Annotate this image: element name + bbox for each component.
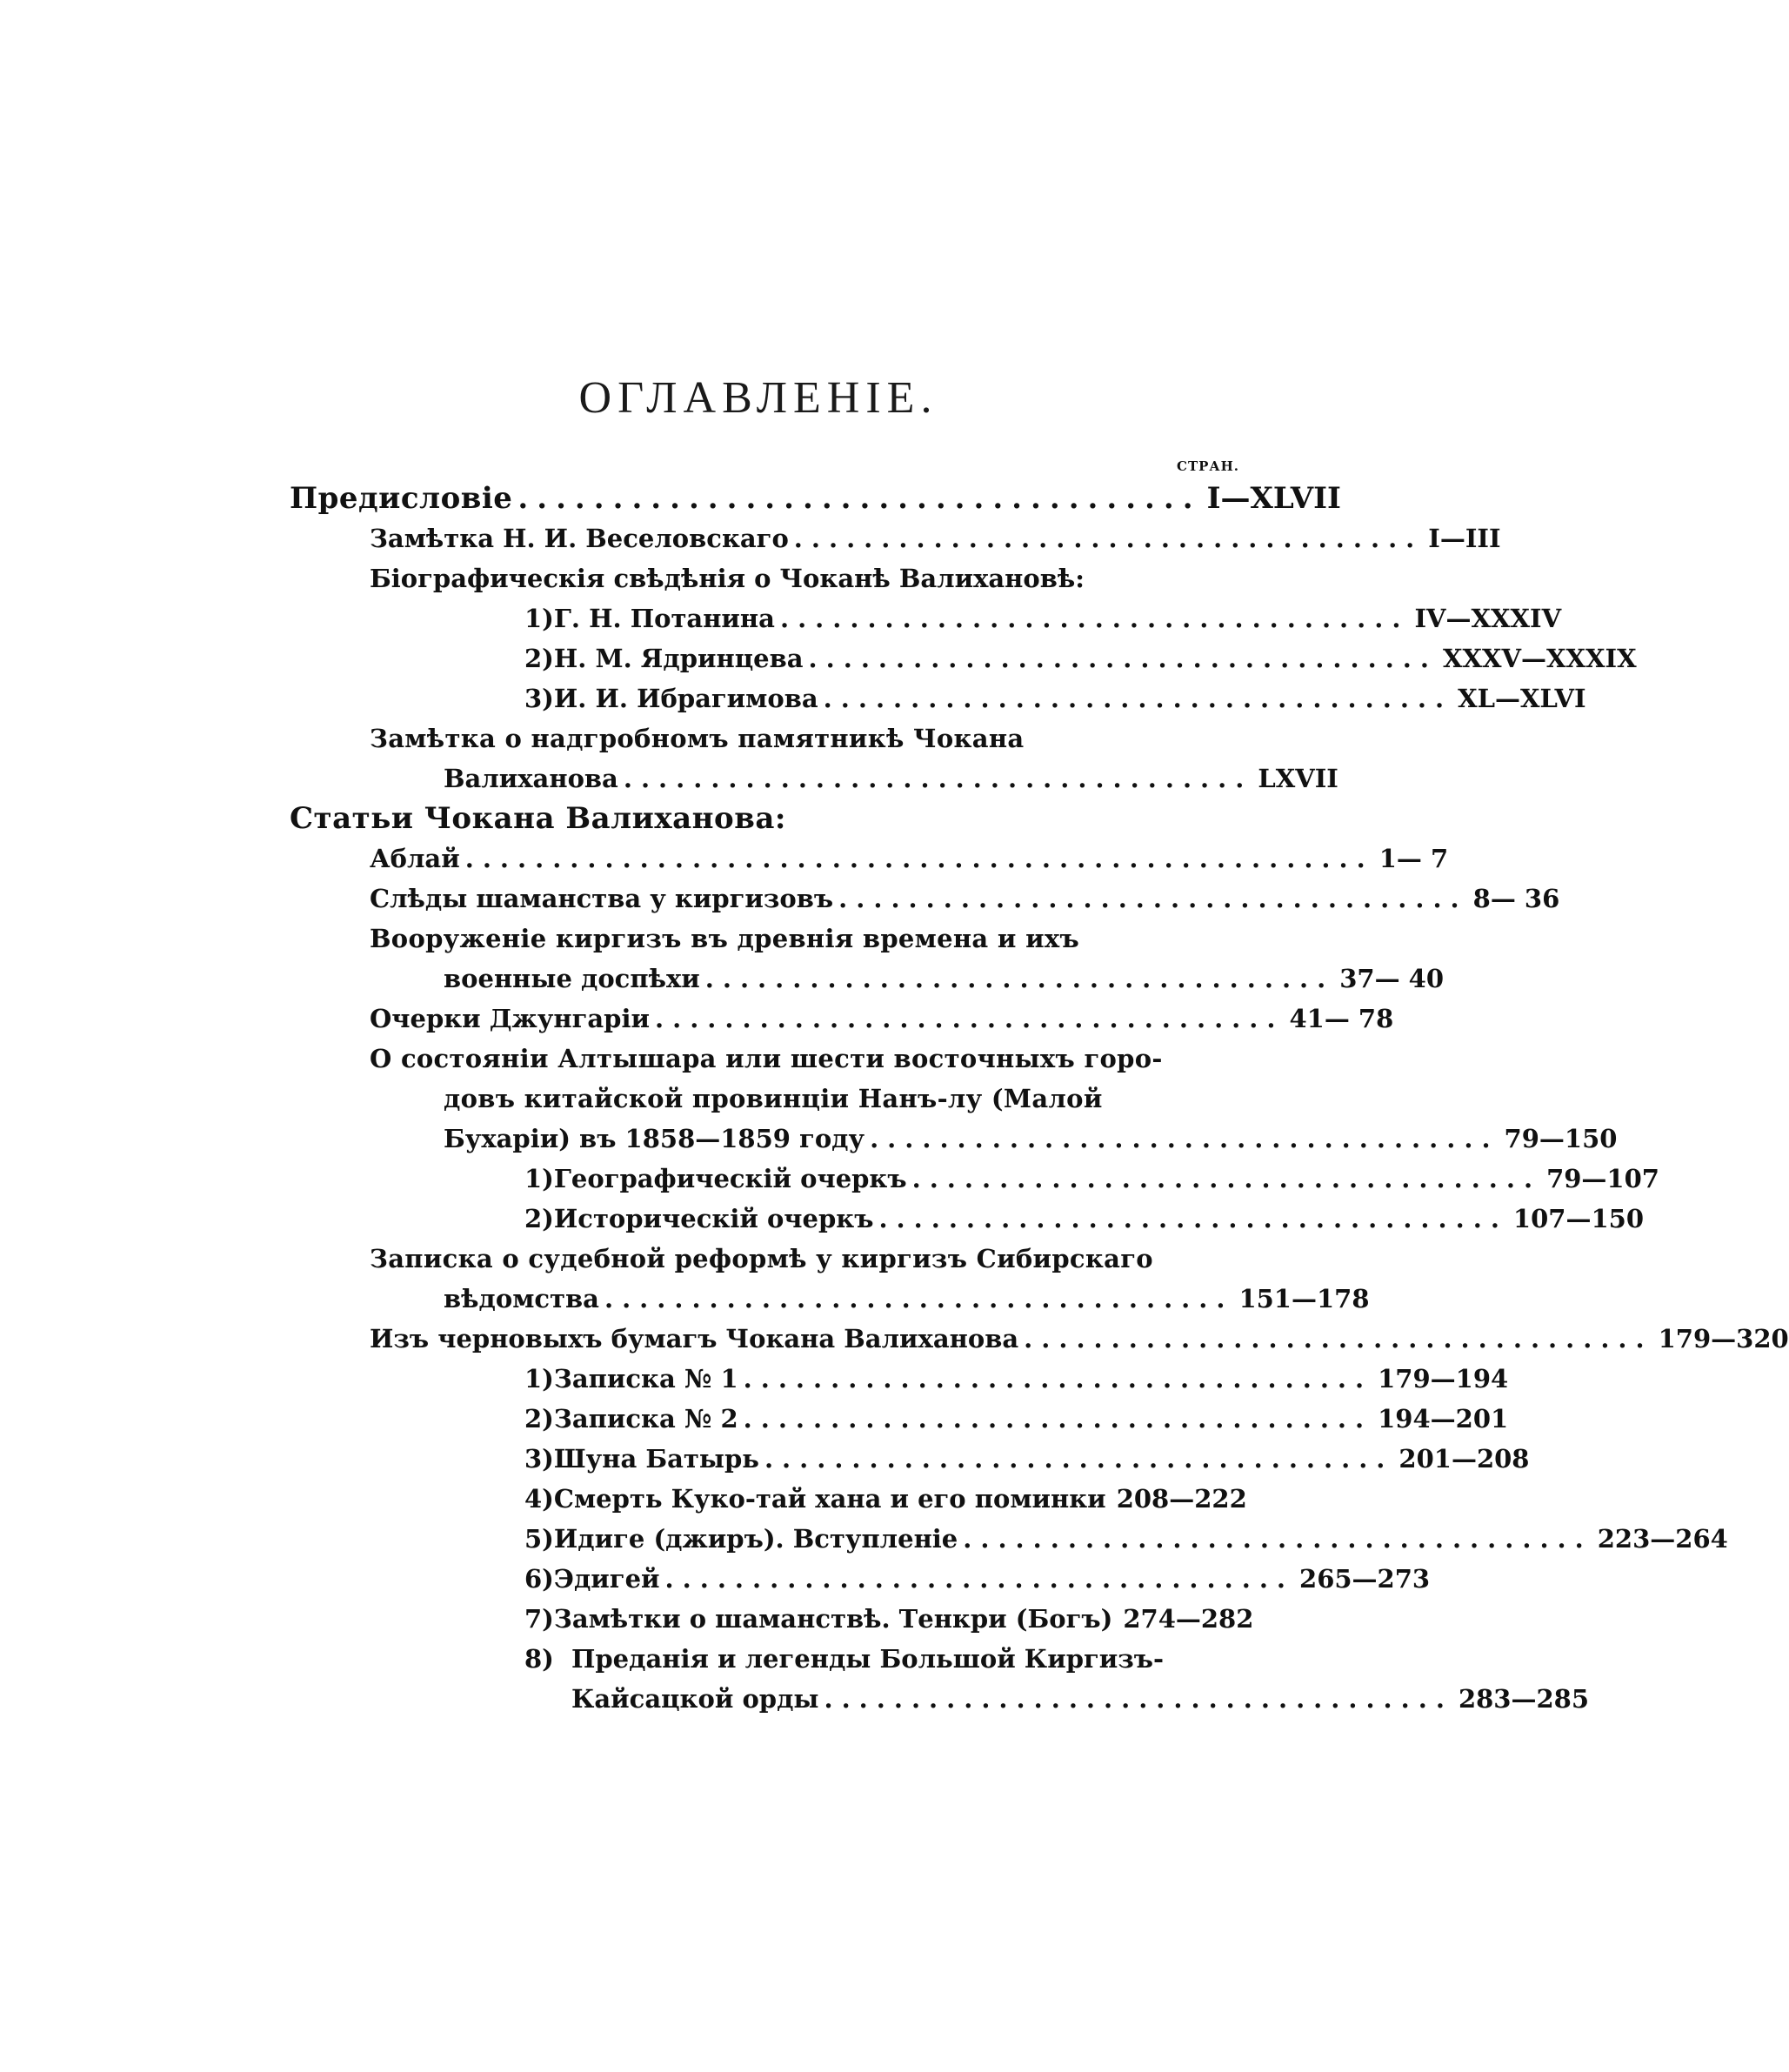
- toc-entry-title: Предисловіе: [290, 481, 513, 516]
- toc-entry: [0, 637, 1637, 675]
- toc-entry-pages: 208—222: [1116, 1484, 1247, 1514]
- toc-entry-title: военные доспѣхи: [444, 964, 700, 993]
- toc-entry: [0, 517, 1501, 555]
- toc-entry-number: 8): [524, 1644, 554, 1674]
- toc-entry-pages: 194—201: [1378, 1404, 1509, 1434]
- toc-entry-title: Г. Н. Потанина: [553, 604, 775, 633]
- toc-entry-pages: 151—178: [1238, 1284, 1370, 1313]
- leader-dots: ....................................: [823, 684, 1453, 713]
- toc-entry: [0, 1077, 1239, 1115]
- toc-entry: [0, 1157, 1659, 1195]
- leader-dots: ....................................: [1024, 1324, 1653, 1353]
- toc-entry: [0, 1317, 1789, 1355]
- toc-entry-title: Статьи Чокана Валиханова:: [290, 801, 786, 836]
- toc-entry: [0, 757, 1338, 795]
- leader-dots: ....................................: [664, 1564, 1295, 1594]
- toc-entry-number: 2): [524, 644, 554, 673]
- toc-entry-pages: 283—285: [1458, 1684, 1590, 1714]
- toc-entry: [0, 477, 1341, 516]
- leader-dots: ....................................: [623, 764, 1253, 793]
- toc-entry-number: 2): [524, 1204, 554, 1233]
- toc-entry-number: 6): [524, 1564, 554, 1594]
- toc-entry: [0, 557, 1239, 595]
- toc-entry-title: Валиханова: [444, 764, 618, 793]
- toc-entry-number: 5): [524, 1524, 554, 1554]
- toc-entry: [0, 1357, 1509, 1395]
- toc-entry-pages: XXXV—XXXIX: [1443, 644, 1637, 673]
- toc-entry-pages: 179—194: [1378, 1364, 1509, 1394]
- toc-entry-title: Замѣтка о надгробномъ памятникѣ Чокана: [370, 724, 1025, 753]
- toc-entry-pages: 8— 36: [1472, 884, 1560, 913]
- toc-entry: [0, 877, 1560, 915]
- toc-entry-pages: I—III: [1428, 524, 1501, 553]
- toc-entry-pages: XL—XLVI: [1458, 684, 1586, 713]
- toc-entry-pages: 179—320: [1658, 1324, 1789, 1353]
- toc-entry: [0, 917, 1239, 955]
- toc-entry-title: Записка № 2: [553, 1404, 738, 1434]
- toc-entry: [0, 1037, 1239, 1075]
- toc-entry-number: 4): [524, 1484, 554, 1514]
- toc-entry-number: 7): [524, 1604, 554, 1634]
- page-title: ОГЛАВЛЕНІЕ.: [578, 373, 938, 423]
- toc-entry-title: Слѣды шаманства у киргизовъ: [370, 884, 834, 913]
- toc-entry-title: Вооруженіе киргизъ въ древнія времена и ихъ: [370, 924, 1080, 953]
- toc-entry-title: Н. М. Ядринцева: [553, 644, 804, 673]
- toc-entry: [0, 1197, 1644, 1235]
- toc-entry-title: Записка № 1: [553, 1364, 738, 1394]
- toc-entry: [0, 957, 1445, 995]
- toc-entry-title: Идиге (джиръ). Вступленіе: [553, 1524, 958, 1554]
- toc-entry-title: Эдигей: [553, 1564, 660, 1594]
- leader-dots: ....................................: [963, 1524, 1592, 1554]
- leader-dots: ....................................................: [464, 844, 1374, 873]
- toc-section-heading: [0, 797, 1239, 835]
- toc-entry: [0, 1237, 1239, 1275]
- toc-entry-pages: 107—150: [1512, 1204, 1644, 1233]
- toc-entry-title: Изъ черновыхъ бумагъ Чокана Валиханова: [370, 1324, 1019, 1353]
- toc-entry-title: Записка о судебной реформѣ у киргизъ Сибирскаго: [370, 1244, 1153, 1273]
- leader-dots: ....................................: [743, 1364, 1373, 1394]
- toc-entry-title: И. И. Ибрагимова: [553, 684, 818, 713]
- toc-entry-title: довъ китайской провинціи Нанъ-лу (Малой: [444, 1084, 1103, 1113]
- toc-entry: [0, 1397, 1509, 1435]
- toc-entry-pages: 201—208: [1398, 1444, 1530, 1474]
- leader-dots: ....................................: [808, 644, 1438, 673]
- toc-entry-pages: 79—107: [1546, 1164, 1659, 1193]
- toc-entry-pages: 37— 40: [1339, 964, 1445, 993]
- toc-entry-pages: 79—150: [1504, 1124, 1618, 1153]
- toc-entry-number: 3): [524, 1444, 554, 1474]
- toc-entry-pages: 274—282: [1123, 1604, 1254, 1634]
- toc-entry-title: Замѣтки о шаманствѣ. Тенкри (Богъ): [553, 1604, 1113, 1634]
- toc-entry-number: 1): [524, 1364, 554, 1394]
- leader-dots: ....................................: [655, 1004, 1285, 1033]
- toc-entry: [0, 597, 1562, 635]
- toc-entry-title: Шуна Батырь: [553, 1444, 759, 1474]
- leader-dots: ....................................: [838, 884, 1468, 913]
- toc-entry-title: вѣдомства: [444, 1284, 599, 1313]
- toc-entry-pages: I—XLVII: [1206, 481, 1341, 516]
- toc-entry: [0, 837, 1449, 875]
- pages-column-label: СТРАН.: [1177, 458, 1239, 474]
- toc-entry-title: Историческій очеркъ: [553, 1204, 874, 1233]
- toc-entry-pages: 265—273: [1299, 1564, 1431, 1594]
- toc-entry-title: О состояніи Алтышара или шести восточныхъ горо-: [370, 1044, 1163, 1073]
- leader-dots: ....................................: [779, 604, 1410, 633]
- toc-entry-number: 3): [524, 684, 554, 713]
- toc-entry-number: 1): [524, 1164, 554, 1193]
- leader-dots: ....................................: [870, 1124, 1499, 1153]
- leader-dots: ....................................: [793, 524, 1424, 553]
- leader-dots: ....................................: [824, 1684, 1453, 1714]
- toc-entry: [0, 717, 1239, 755]
- toc-entry-title: Преданія и легенды Большой Киргизъ-: [571, 1644, 1165, 1674]
- leader-dots: ....................................: [878, 1204, 1508, 1233]
- toc-entry: [0, 997, 1394, 1035]
- toc-entry-pages: IV—XXXIV: [1414, 604, 1562, 633]
- toc-entry-title: Біографическія свѣдѣнія о Чоканѣ Валихановѣ:: [370, 564, 1085, 593]
- toc-entry: [0, 1557, 1431, 1595]
- toc-entry-pages: LXVII: [1258, 764, 1338, 793]
- toc-entry-title: Аблай: [370, 844, 460, 873]
- toc-entry-pages: 223—264: [1597, 1524, 1728, 1554]
- toc-entry: [0, 1637, 1239, 1675]
- toc-entry: [0, 1477, 1247, 1515]
- toc-entry: [0, 1117, 1618, 1155]
- toc-entry-pages: 41— 78: [1289, 1004, 1394, 1033]
- leader-dots: ....................................: [604, 1284, 1234, 1313]
- toc-entry-title: Очерки Джунгаріи: [370, 1004, 650, 1033]
- toc-entry-pages: 1— 7: [1378, 844, 1449, 873]
- toc-entry-number: 1): [524, 604, 554, 633]
- leader-dots: ....................................: [704, 964, 1335, 993]
- leader-dots: ....................................: [517, 481, 1202, 516]
- toc-entry: [0, 1517, 1728, 1555]
- toc-entry: [0, 1677, 1590, 1715]
- leader-dots: ....................................: [911, 1164, 1542, 1193]
- toc-entry: [0, 1277, 1370, 1315]
- toc-entry-title: Географическій очеркъ: [553, 1164, 907, 1193]
- toc-entry: [0, 1597, 1254, 1635]
- toc-entry-title: Замѣтка Н. И. Веселовскаго: [370, 524, 789, 553]
- toc-entry-number: 2): [524, 1404, 554, 1434]
- leader-dots: ....................................: [764, 1444, 1394, 1474]
- toc-entry: [0, 677, 1586, 715]
- toc-entry-title: Смерть Куко-тай хана и его поминки: [553, 1484, 1106, 1514]
- toc-entry-title: Кайсацкой орды: [571, 1684, 819, 1714]
- leader-dots: ....................................: [743, 1404, 1373, 1434]
- toc-entry-title: Бухаріи) въ 1858—1859 году: [444, 1124, 865, 1153]
- toc-entry: [0, 1437, 1530, 1475]
